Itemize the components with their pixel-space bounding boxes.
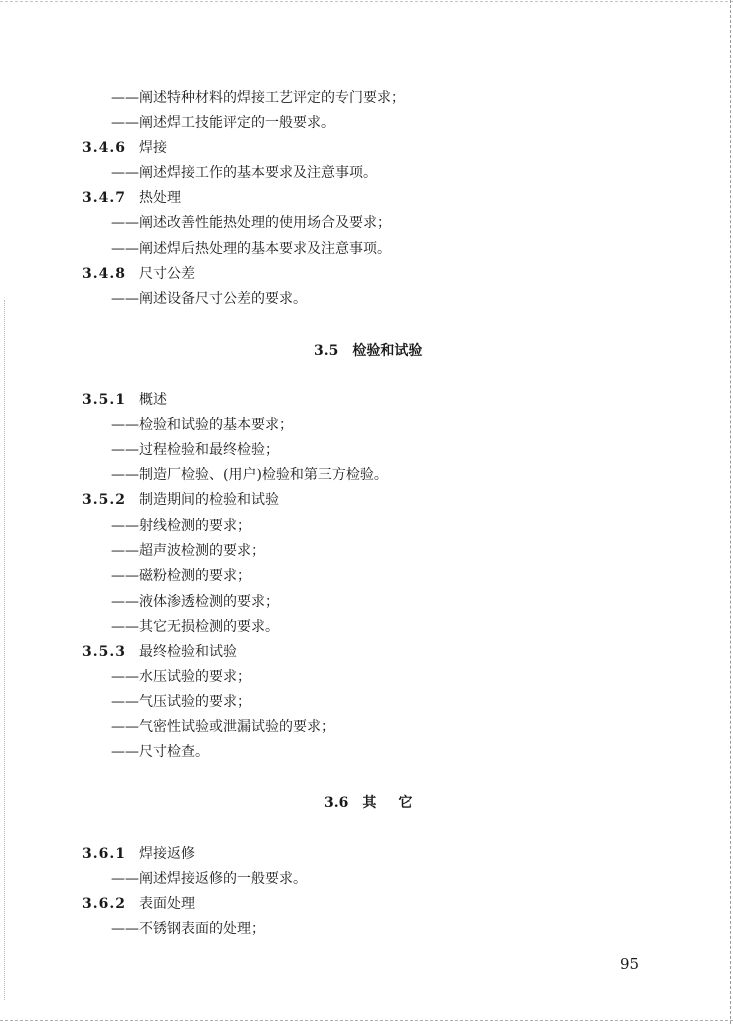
list-item: ——阐述焊工技能评定的一般要求。 xyxy=(111,115,335,131)
section-heading-3-6 xyxy=(324,794,434,812)
scan-edge-left xyxy=(4,300,6,1000)
subsection-title: 表面处理 xyxy=(139,896,195,912)
subsection-heading-3-4-7 xyxy=(82,189,181,207)
subsection-number: 3.4.6 xyxy=(82,140,126,156)
list-item: ——气密性试验或泄漏试验的要求； xyxy=(111,719,335,735)
subsection-title: 热处理 xyxy=(139,190,181,206)
list-item: ——阐述设备尺寸公差的要求。 xyxy=(111,291,307,307)
list-item: ——射线检测的要求； xyxy=(111,518,251,534)
subsection-number: 3.6.2 xyxy=(82,896,126,912)
subsection-title: 最终检验和试验 xyxy=(139,644,237,660)
subsection-heading-3-5-2 xyxy=(82,491,279,509)
section-title: 其它 xyxy=(362,795,435,811)
list-item: ——其它无损检测的要求。 xyxy=(111,619,279,635)
list-item: ——检验和试验的基本要求； xyxy=(111,417,293,433)
scan-edge-right xyxy=(729,0,731,1024)
scan-edge-top xyxy=(0,1,733,3)
subsection-heading-3-6-2 xyxy=(82,895,195,913)
list-item: ——液体渗透检测的要求； xyxy=(111,594,279,610)
scan-edge-bottom xyxy=(0,1019,733,1021)
list-item: ——阐述改善性能热处理的使用场合及要求； xyxy=(111,215,391,231)
section-number: 3.6 xyxy=(324,795,349,811)
list-item: ——磁粉检测的要求； xyxy=(111,568,251,584)
subsection-number: 3.5.3 xyxy=(82,644,126,660)
list-item: ——超声波检测的要求； xyxy=(111,543,265,559)
list-item: ——不锈钢表面的处理； xyxy=(111,921,265,937)
list-item: ——气压试验的要求； xyxy=(111,694,251,710)
subsection-heading-3-6-1 xyxy=(82,845,195,863)
list-item: ——阐述特种材料的焊接工艺评定的专门要求； xyxy=(111,90,405,106)
subsection-number: 3.5.1 xyxy=(82,392,126,408)
section-number: 3.5 xyxy=(314,343,339,359)
section-heading-3-5 xyxy=(314,342,422,360)
list-item: ——阐述焊接工作的基本要求及注意事项。 xyxy=(111,165,377,181)
subsection-title: 焊接 xyxy=(139,140,167,156)
list-item: ——过程检验和最终检验； xyxy=(111,442,279,458)
subsection-number: 3.6.1 xyxy=(82,846,126,862)
section-title: 检验和试验 xyxy=(352,343,423,359)
subsection-heading-3-4-8 xyxy=(82,265,195,283)
list-item: ——尺寸检查。 xyxy=(111,744,209,760)
subsection-title: 概述 xyxy=(139,392,167,408)
subsection-heading-3-4-6 xyxy=(82,139,167,157)
subsection-title: 焊接返修 xyxy=(139,846,195,862)
subsection-heading-3-5-3 xyxy=(82,643,237,661)
subsection-heading-3-5-1 xyxy=(82,391,167,409)
list-item: ——水压试验的要求； xyxy=(111,669,251,685)
subsection-number: 3.4.8 xyxy=(82,266,126,282)
list-item: ——阐述焊后热处理的基本要求及注意事项。 xyxy=(111,241,391,257)
list-item: ——制造厂检验、(用户)检验和第三方检验。 xyxy=(111,467,388,483)
subsection-number: 3.5.2 xyxy=(82,492,126,508)
subsection-number: 3.4.7 xyxy=(82,190,126,206)
subsection-title: 尺寸公差 xyxy=(139,266,195,282)
page-number: 95 xyxy=(620,955,640,973)
list-item: ——阐述焊接返修的一般要求。 xyxy=(111,871,307,887)
subsection-title: 制造期间的检验和试验 xyxy=(139,492,279,508)
